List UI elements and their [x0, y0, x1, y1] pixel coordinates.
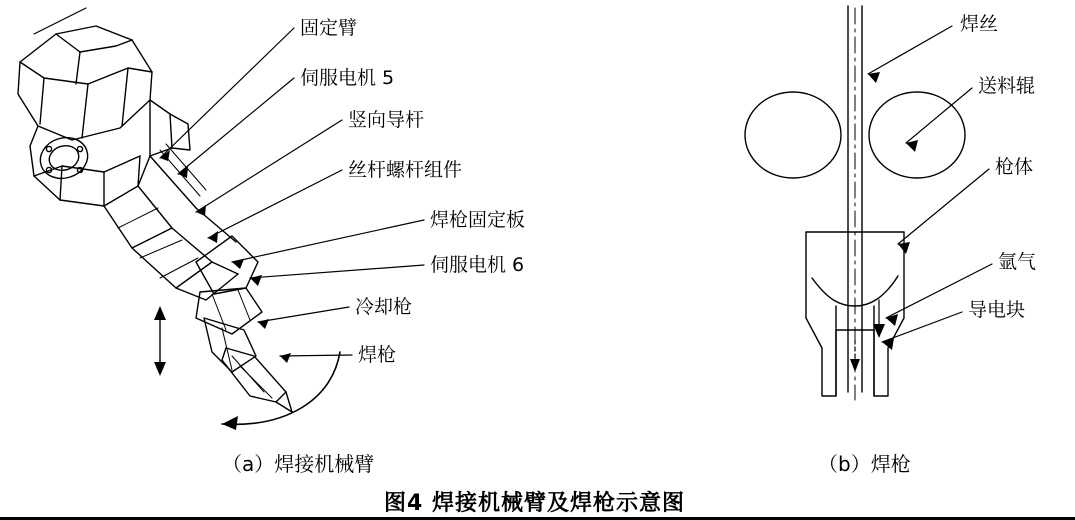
- subcaption-b: （b）焊枪: [818, 452, 911, 476]
- label-fixed-arm: 固定臂: [300, 17, 358, 39]
- label-cooling-gun: 冷却枪: [355, 296, 413, 318]
- label-argon-gas: 氩气: [998, 251, 1037, 273]
- label-servo-motor-5: 伺服电机 5: [300, 67, 395, 89]
- label-torch-fixing-plate: 焊枪固定板: [430, 209, 526, 231]
- robot-arm-illustration: [18, 8, 340, 430]
- label-screw-assembly: 丝杆螺杆组件: [348, 159, 463, 181]
- label-conductive-block: 导电块: [968, 299, 1026, 321]
- label-servo-motor-6: 伺服电机 6: [430, 254, 525, 276]
- label-feed-roller: 送料辊: [978, 75, 1036, 97]
- figure-caption: 图4 焊接机械臂及焊枪示意图: [384, 491, 685, 516]
- label-welding-wire: 焊丝: [960, 13, 999, 35]
- label-vertical-guide-rod: 竖向导杆: [348, 109, 425, 131]
- subcaption-a: （a）焊接机械臂: [222, 452, 375, 476]
- welding-torch-illustration: [745, 6, 965, 400]
- label-gun-body: 枪体: [995, 156, 1034, 178]
- label-welding-torch: 焊枪: [358, 344, 397, 366]
